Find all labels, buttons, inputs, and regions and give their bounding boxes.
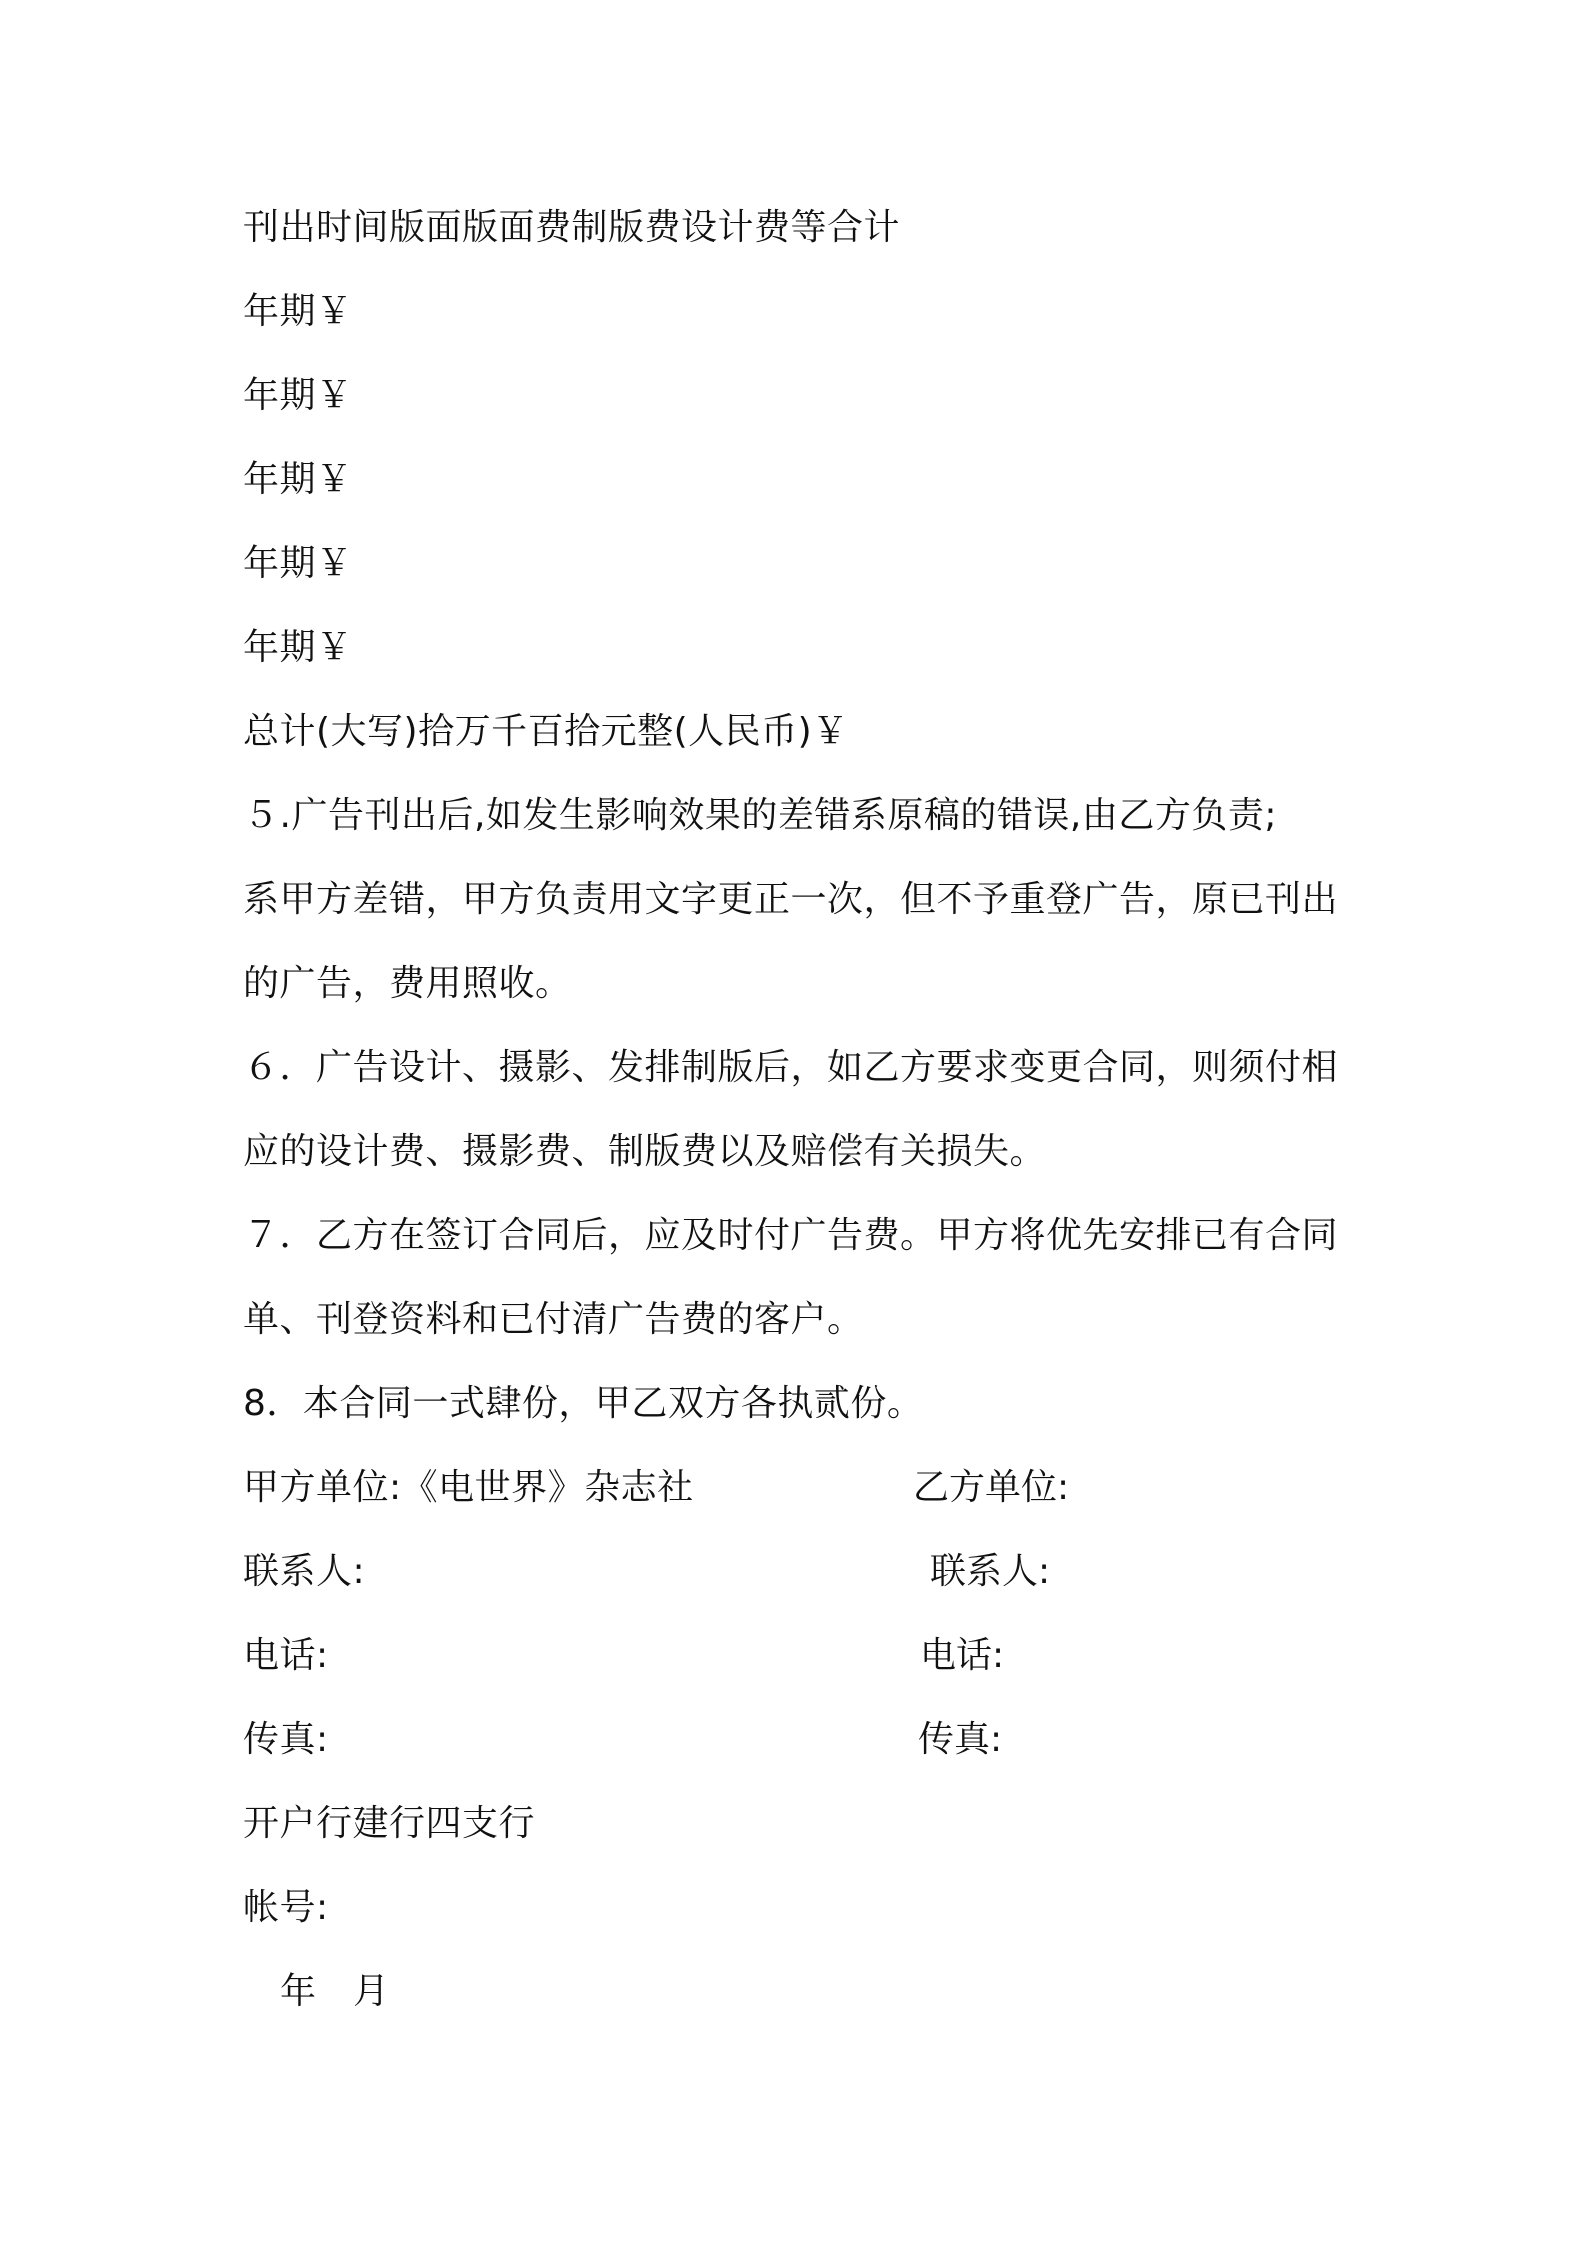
party-a-unit: 甲方单位:《电世界》杂志社 — [243, 1467, 694, 1508]
clause5-line2: 系甲方差错，甲方负责用文字更正一次，但不予重登广告，原已刊出 — [243, 879, 1339, 920]
party-b-phone: 电话: — [920, 1635, 1005, 1676]
party-b-contact: 联系人: — [930, 1551, 1051, 1592]
party-a-contact: 联系人: — [243, 1551, 366, 1592]
row-3: 年期￥ — [243, 459, 353, 500]
total-line: 总计(大写)拾万千百拾元整(人民币)￥ — [243, 711, 849, 752]
party-a-bank: 开户行建行四支行 — [243, 1803, 536, 1844]
clause7-line2: 单、刊登资料和已付清广告费的客户。 — [243, 1299, 864, 1340]
party-a-fax: 传真: — [243, 1719, 329, 1760]
clause8: 8．本合同一式肆份，甲乙双方各执贰份。 — [243, 1383, 924, 1424]
row-1: 年期￥ — [243, 291, 353, 332]
clause5-line1: ５.广告刊出后,如发生影响效果的差错系原稿的错误,由乙方负责; — [243, 795, 1277, 836]
row-4: 年期￥ — [243, 543, 353, 584]
date-line: 年 月 — [280, 1971, 390, 2012]
party-a-phone: 电话: — [243, 1635, 329, 1676]
table-header: 刊出时间版面版面费制版费设计费等合计 — [243, 207, 901, 248]
row-2: 年期￥ — [243, 375, 353, 416]
clause7-line1: ７．乙方在签订合同后，应及时付广告费。甲方将优先安排已有合同 — [243, 1215, 1339, 1256]
party-a-account: 帐号: — [243, 1887, 329, 1928]
row-5: 年期￥ — [243, 627, 353, 668]
clause6-line2: 应的设计费、摄影费、制版费以及赔偿有关损失。 — [243, 1131, 1047, 1172]
clause5-line3: 的广告，费用照收。 — [243, 963, 572, 1004]
clause6-line1: ６．广告设计、摄影、发排制版后，如乙方要求变更合同，则须付相 — [243, 1047, 1339, 1088]
party-b-fax: 传真: — [918, 1719, 1003, 1760]
party-b-unit: 乙方单位: — [913, 1467, 1070, 1508]
